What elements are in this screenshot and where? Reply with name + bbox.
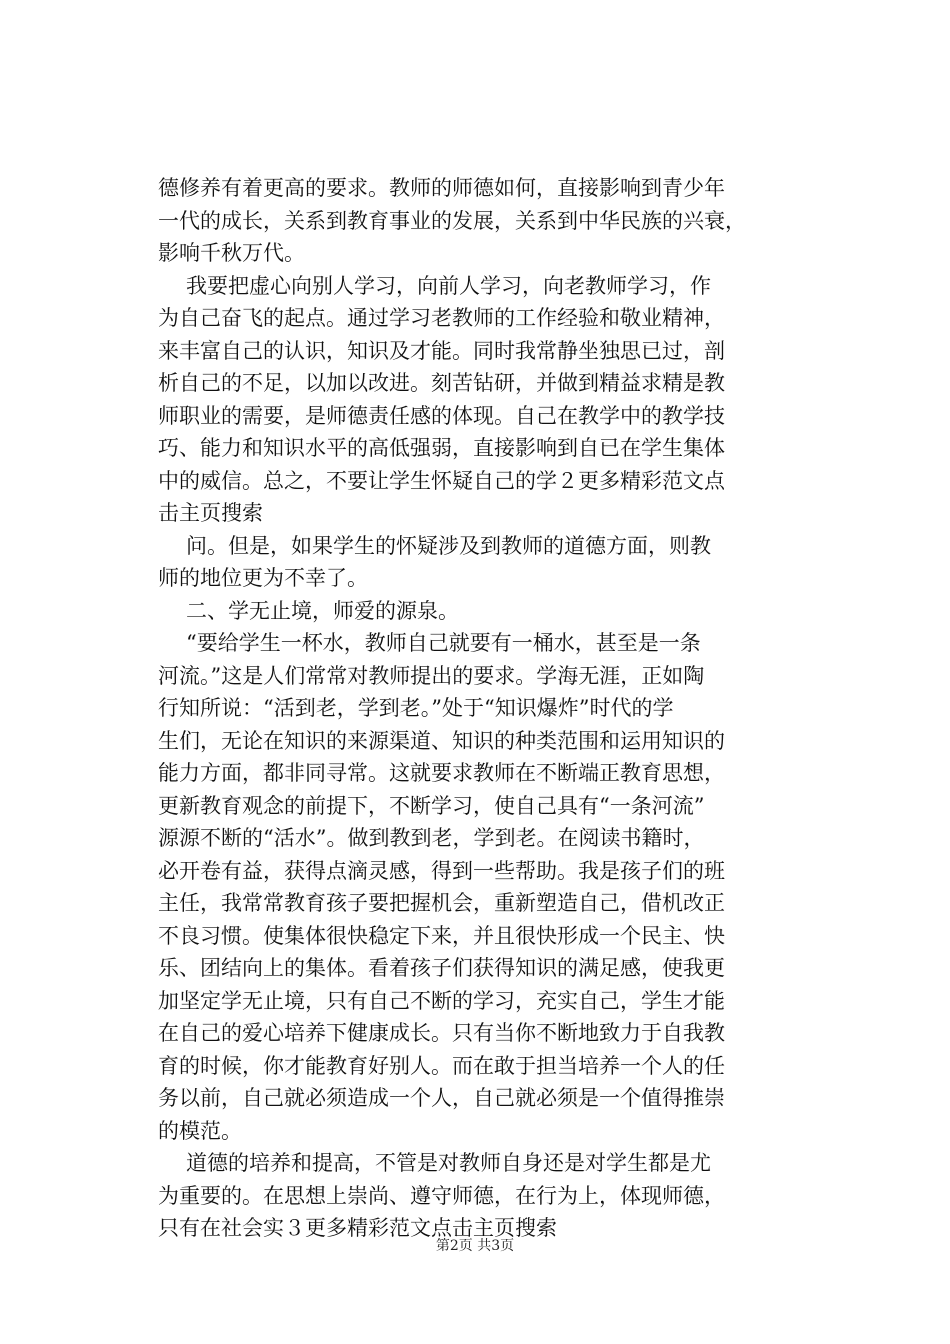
text-line: 必开卷有益，获得点滴灵感，得到一些帮助。我是孩子们的班: [158, 858, 725, 883]
text-line: 道德的培养和提高，不管是对教师自身还是对学生都是尤: [186, 1151, 711, 1175]
text-line: 乐、团结向上的集体。看着孩子们获得知识的满足感，使我更: [158, 956, 725, 980]
text-line: 能力方面，都非同寻常。这就要求教师在不断端正教育思想，: [158, 761, 725, 785]
text-line: “要给学生一杯水，教师自己就要有一桶水，甚至是一条: [186, 631, 701, 655]
text-line: 河流。”这是人们常常对教师提出的要求。学海无涯，正如陶: [158, 663, 705, 688]
text-line: 析自己的不足，以加以改进。刻苦钻研，并做到精益求精是教: [158, 371, 725, 395]
text-line: 巧、能力和知识水平的高低强弱，直接影响到自已在学生集体: [158, 436, 725, 460]
text-line: 加坚定学无止境，只有自己不断的学习，充实自己，学生才能: [158, 988, 725, 1013]
text-line: 生们，无论在知识的来源渠道、知识的种类范围和运用知识的: [158, 728, 725, 753]
text-line: 德修养有着更高的要求。教师的师德如何，直接影响到青少年: [158, 176, 725, 200]
text-line: 击主页搜索: [158, 501, 263, 525]
text-line: 一代的成长，关系到教育事业的发展，关系到中华民族的兴衰，: [158, 208, 746, 233]
text-line: 育的时候，你才能教育好别人。而在敢于担当培养一个人的任: [158, 1053, 725, 1078]
text-line: 师职业的需要，是师德责任感的体现。自己在教学中的教学技: [158, 403, 725, 428]
page-footer: 第2页 共3页: [435, 1238, 515, 1254]
text-line: 中的威信。总之，不要让学生怀疑自己的学２更多精彩范文点: [158, 468, 725, 493]
text-line: 源源不断的“活水”。做到教到老，学到老。在阅读书籍时，: [158, 826, 705, 850]
text-line: 来丰富自己的认识，知识及才能。同时我常静坐独思已过，剖: [158, 338, 725, 363]
body-text: [158, 172, 838, 1245]
text-line: 师的地位更为不幸了。: [158, 566, 368, 590]
text-line: 只有在社会实３更多精彩范文点击主页搜索: [158, 1216, 557, 1240]
text-line: 的模范。: [158, 1118, 242, 1143]
text-line: 问。但是，如果学生的怀疑涉及到教师的道德方面，则教: [186, 533, 711, 558]
text-line: 行知所说：“活到老，学到老。”处于“知识爆炸”时代的学: [158, 696, 674, 720]
section-heading: 二、学无止境，师爱的源泉。: [186, 598, 459, 623]
text-line: 更新教育观念的前提下，不断学习，使自己具有“一条河流”: [158, 793, 705, 818]
text-line: 为重要的。在思想上崇尚、遵守师德，在行为上，体现师德，: [158, 1183, 725, 1208]
text-line: 我要把虚心向别人学习，向前人学习，向老教师学习，作: [186, 273, 711, 298]
text-line: 在自己的爱心培养下健康成长。只有当你不断地致力于自我教: [158, 1021, 725, 1045]
text-line: 务以前，自己就必须造成一个人，自己就必须是一个值得推崇: [158, 1086, 725, 1110]
text-line: 主任，我常常教育孩子要把握机会，重新塑造自己，借机改正: [158, 891, 725, 915]
text-line: 影响千秋万代。: [158, 241, 305, 265]
text-line: 为自己奋飞的起点。通过学习老教师的工作经验和敬业精神，: [158, 306, 725, 330]
text-line: 不良习惯。使集体很快稳定下来，并且很快形成一个民主、快: [158, 923, 725, 948]
